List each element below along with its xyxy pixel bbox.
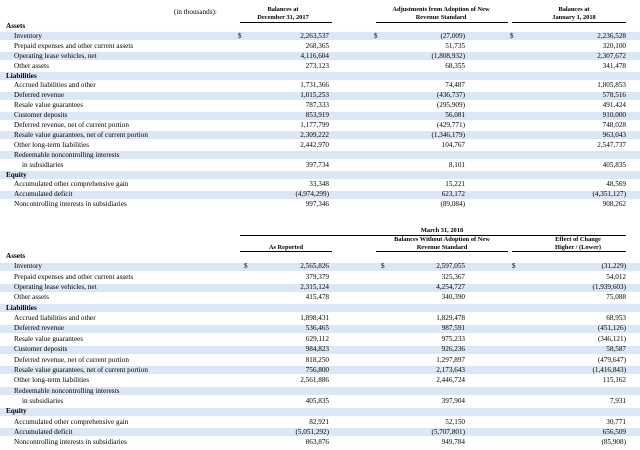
value-cell: 320,100 xyxy=(602,41,626,50)
value-cell: (89,084) xyxy=(440,200,465,209)
value-cell: (4,351,127) xyxy=(592,190,626,199)
value-cell: 268,365 xyxy=(305,41,329,50)
dollar-sign: $ xyxy=(512,262,516,271)
value-cell: 68,355 xyxy=(445,61,465,70)
value-cell: 405,835 xyxy=(602,160,626,169)
row-band xyxy=(0,171,640,179)
dollar-sign: $ xyxy=(244,262,248,271)
value-cell: 578,516 xyxy=(602,91,626,100)
row-label: Prepaid expenses and other current assets xyxy=(14,272,134,281)
value-cell: (5,051,292) xyxy=(295,427,329,436)
value-cell: 997,346 xyxy=(305,200,329,209)
value-cell: 273,123 xyxy=(305,61,329,70)
row-label: Noncontrolling interests in subsidiaries xyxy=(14,438,127,447)
value-cell: (346,121) xyxy=(597,334,626,343)
row-label: Deferred revenue, net of current portion xyxy=(14,355,129,364)
value-cell: 30,771 xyxy=(606,417,626,426)
value-cell: (27,009) xyxy=(440,31,465,40)
value-cell: 341,478 xyxy=(602,61,626,70)
value-cell: 908,262 xyxy=(602,200,626,209)
value-cell: 7,931 xyxy=(609,396,626,405)
value-cell: 397,904 xyxy=(441,396,465,405)
row-label: Deferred revenue xyxy=(14,324,65,333)
value-cell: 54,012 xyxy=(606,272,626,281)
value-cell: 48,569 xyxy=(606,180,626,189)
value-cell: 52,150 xyxy=(445,417,465,426)
value-cell: (4,974,299) xyxy=(295,190,329,199)
value-cell: 756,800 xyxy=(305,365,329,374)
table2-date-header: March 31, 2018 xyxy=(420,227,464,234)
row-band xyxy=(0,408,640,416)
value-cell: 340,390 xyxy=(441,293,465,302)
value-cell: 623,172 xyxy=(441,190,465,199)
dollar-sign: $ xyxy=(374,31,378,40)
row-label: Accumulated other comprehensive gain xyxy=(14,417,129,426)
units-label: (in thousands): xyxy=(174,8,217,16)
section-heading: Assets xyxy=(6,252,26,260)
value-cell: 2,315,124 xyxy=(300,283,329,292)
row-label: Other assets xyxy=(14,293,49,302)
value-cell: 4,116,604 xyxy=(300,51,329,60)
row-label: Other long-term liabilities xyxy=(14,140,90,149)
value-cell: 984,823 xyxy=(305,345,329,354)
section-heading: Assets xyxy=(6,22,26,30)
section-heading: Equity xyxy=(6,407,27,416)
section-heading: Liabilities xyxy=(6,71,37,80)
table2-col2-header: Balances Without Adoption of New Revenue Standard xyxy=(394,236,490,251)
value-cell: 33,348 xyxy=(309,180,329,189)
value-cell: 748,028 xyxy=(602,121,626,129)
section-heading: Liabilities xyxy=(6,303,37,312)
value-cell: 949,784 xyxy=(441,438,465,447)
value-cell: 853,919 xyxy=(305,111,329,120)
row-label: Resale value guarantees xyxy=(14,334,84,343)
row-label: Resale value guarantees, net of current portion xyxy=(14,365,148,374)
header-rule xyxy=(376,22,508,23)
value-cell: 1,177,799 xyxy=(300,121,329,129)
header-rule xyxy=(512,22,626,23)
value-cell: 68,953 xyxy=(606,314,626,323)
value-cell: 1,805,853 xyxy=(597,81,626,90)
value-cell: 491,424 xyxy=(602,101,626,110)
table1-col3-header: Balances at January 1, 2018 xyxy=(552,6,596,21)
value-cell: 1,297,897 xyxy=(436,355,465,364)
value-cell: 629,112 xyxy=(305,334,329,343)
value-cell: 51,735 xyxy=(445,41,465,50)
row-label: Prepaid expenses and other current assets xyxy=(14,41,134,50)
value-cell: (1,346,179) xyxy=(431,130,465,139)
value-cell: 656,509 xyxy=(602,427,626,436)
value-cell: 863,876 xyxy=(305,438,329,447)
value-cell: 397,734 xyxy=(305,160,329,169)
value-cell: 2,173,643 xyxy=(436,365,465,374)
table1-col1-header: Balances at December 31, 2017 xyxy=(257,6,309,21)
value-cell: 405,835 xyxy=(305,396,329,405)
value-cell: 987,591 xyxy=(441,324,465,333)
row-label: Customer deposits xyxy=(14,111,68,120)
row-label: Deferred revenue, net of current portion xyxy=(14,121,129,129)
row-label: Accumulated other comprehensive gain xyxy=(14,180,129,189)
value-cell: (429,771) xyxy=(436,121,465,129)
row-label: Accrued liabilities and other xyxy=(14,314,96,323)
row-band xyxy=(0,72,640,80)
value-cell: 818,250 xyxy=(305,355,329,364)
value-cell: 82,921 xyxy=(309,417,329,426)
value-cell: 536,465 xyxy=(305,324,329,333)
header-rule xyxy=(240,251,332,252)
value-cell: (31,229) xyxy=(601,262,626,271)
value-cell: 1,015,253 xyxy=(300,91,329,100)
row-label: Accumulated deficit xyxy=(14,190,73,199)
row-label: in subsidiaries xyxy=(22,160,64,169)
header-rule xyxy=(240,22,332,23)
value-cell: 2,309,222 xyxy=(300,130,329,139)
row-label: Noncontrolling interests in subsidiaries xyxy=(14,200,127,209)
value-cell: (5,707,801) xyxy=(431,427,465,436)
value-cell: 975,233 xyxy=(441,334,465,343)
dollar-sign: $ xyxy=(510,31,514,40)
value-cell: (1,808,932) xyxy=(431,51,465,60)
table1-col2-header: Adjustments from Adoption of New Revenue Standard xyxy=(392,6,490,21)
value-cell: 2,263,537 xyxy=(300,31,329,40)
value-cell: 58,587 xyxy=(606,345,626,354)
value-cell: (85,908) xyxy=(601,438,626,447)
row-label: Other assets xyxy=(14,61,49,70)
dollar-sign: $ xyxy=(381,262,385,271)
value-cell: (1,416,843) xyxy=(592,365,626,374)
value-cell: 910,000 xyxy=(602,111,626,120)
dollar-sign: $ xyxy=(238,31,242,40)
value-cell: (1,939,603) xyxy=(592,283,626,292)
value-cell: 2,597,055 xyxy=(436,262,465,271)
row-label: Redeemable noncontrolling interests xyxy=(14,386,120,395)
header-rule xyxy=(512,251,626,252)
section-heading: Equity xyxy=(6,170,27,179)
value-cell: 1,731,366 xyxy=(300,81,329,90)
row-label: Operating lease vehicles, net xyxy=(14,283,97,292)
value-cell: 2,561,886 xyxy=(300,376,329,385)
value-cell: 926,236 xyxy=(441,345,465,354)
value-cell: (451,126) xyxy=(597,324,626,333)
value-cell: 1,829,478 xyxy=(436,314,465,323)
value-cell: 4,254,727 xyxy=(436,283,465,292)
value-cell: 963,043 xyxy=(602,130,626,139)
row-label: Other long-term liabilities xyxy=(14,376,90,385)
value-cell: 2,442,970 xyxy=(300,140,329,149)
value-cell: 74,487 xyxy=(445,81,465,90)
value-cell: 56,081 xyxy=(445,111,465,120)
value-cell: (436,737) xyxy=(436,91,465,100)
value-cell: 2,446,724 xyxy=(436,376,465,385)
value-cell: 75,088 xyxy=(606,293,626,302)
row-label: Redeemable noncontrolling interests xyxy=(14,150,120,159)
header-rule xyxy=(376,251,508,252)
value-cell: 325,367 xyxy=(441,272,465,281)
value-cell: 115,162 xyxy=(602,376,626,385)
row-label: in subsidiaries xyxy=(22,396,64,405)
row-label: Customer deposits xyxy=(14,345,68,354)
row-label: Operating lease vehicles, net xyxy=(14,51,97,60)
value-cell: 2,236,528 xyxy=(597,31,626,40)
row-label: Inventory xyxy=(14,262,42,271)
row-label: Inventory xyxy=(14,31,42,40)
value-cell: 787,333 xyxy=(305,101,329,110)
row-label: Resale value guarantees, net of current portion xyxy=(14,130,148,139)
row-label: Accumulated deficit xyxy=(14,427,73,436)
table2-col3-header: Effect of Change Higher / (Lower) xyxy=(554,236,602,251)
value-cell: 2,565,826 xyxy=(300,262,329,271)
value-cell: 15,221 xyxy=(445,180,465,189)
table2-col1-header: As Reported xyxy=(268,244,304,251)
value-cell: 8,101 xyxy=(448,160,465,169)
value-cell: 2,547,737 xyxy=(597,140,626,149)
value-cell: 379,379 xyxy=(305,272,329,281)
value-cell: (295,909) xyxy=(436,101,465,110)
value-cell: 2,307,672 xyxy=(597,51,626,60)
row-label: Deferred revenue xyxy=(14,91,65,100)
row-label: Accrued liabilities and other xyxy=(14,81,96,90)
row-band xyxy=(0,304,640,312)
value-cell: 1,898,431 xyxy=(300,314,329,323)
value-cell: 415,478 xyxy=(305,293,329,302)
value-cell: (479,647) xyxy=(597,355,626,364)
row-label: Resale value guarantees xyxy=(14,101,84,110)
value-cell: 104,767 xyxy=(441,140,465,149)
